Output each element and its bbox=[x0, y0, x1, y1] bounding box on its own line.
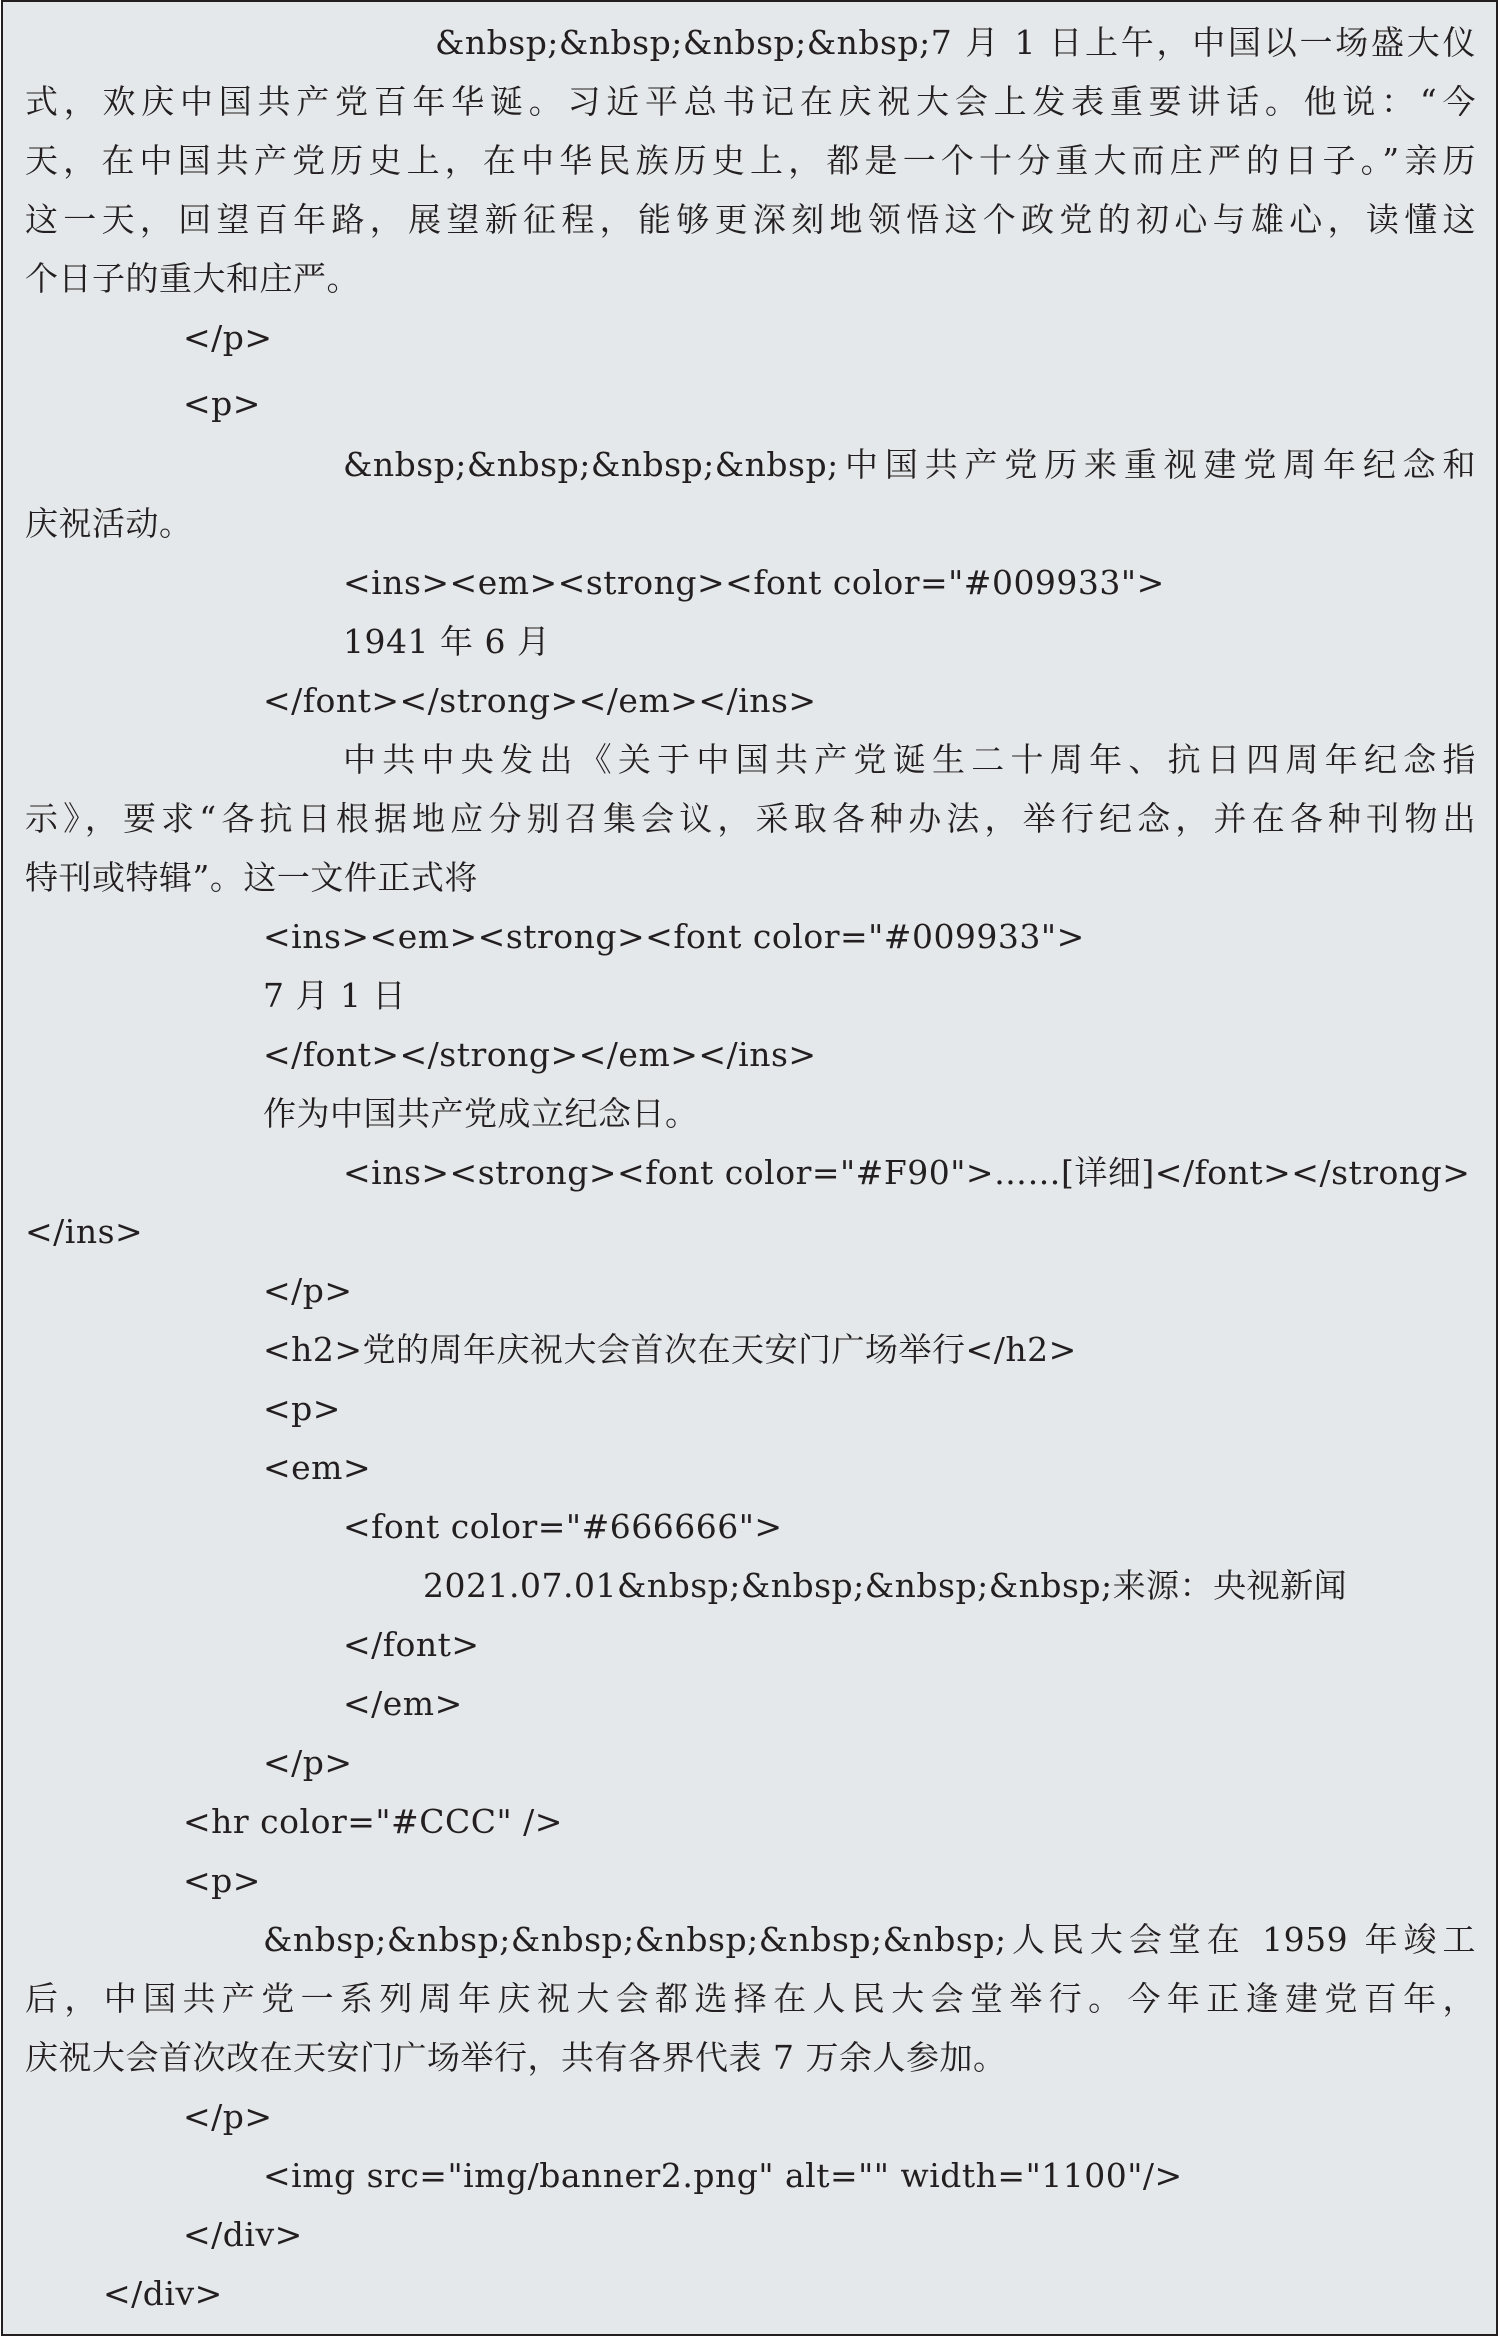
code-line: 天，在中国共产党历史上，在中华民族历史上，都是一个十分重大而庄严的日子。”亲历 bbox=[25, 141, 1476, 180]
code-line: <ins><em><strong><font color="#009933"> bbox=[263, 917, 1085, 956]
code-line: <p> bbox=[183, 1861, 261, 1900]
code-line: <font color="#666666"> bbox=[343, 1507, 783, 1546]
code-line: &nbsp;&nbsp;&nbsp;&nbsp;&nbsp;&nbsp;人民大会堂在 1959 年竣工 bbox=[263, 1920, 1476, 1959]
code-line: </p> bbox=[263, 1743, 353, 1782]
code-line: <hr color="#CCC" /> bbox=[183, 1802, 563, 1841]
code-line: 庆祝大会首次改在天安门广场举行，共有各界代表 7 万余人参加。 bbox=[25, 2038, 1007, 2077]
code-line: </div> bbox=[183, 2215, 303, 2254]
code-line: &nbsp;&nbsp;&nbsp;&nbsp;中国共产党历来重视建党周年纪念和 bbox=[343, 445, 1476, 484]
code-line: <h2>党的周年庆祝大会首次在天安门广场举行</h2> bbox=[263, 1330, 1077, 1369]
code-line: 庆祝活动。 bbox=[25, 504, 193, 543]
code-line: </font> bbox=[343, 1625, 480, 1664]
code-line: <img src="img/banner2.png" alt="" width="1100"/> bbox=[263, 2156, 1183, 2195]
code-line: </p> bbox=[183, 2097, 273, 2136]
code-line: <em> bbox=[263, 1448, 372, 1487]
code-line: 中共中央发出《关于中国共产党诞生二十周年、抗日四周年纪念指 bbox=[343, 740, 1476, 779]
code-line: 式，欢庆中国共产党百年华诞。习近平总书记在庆祝大会上发表重要讲话。他说：“今 bbox=[25, 82, 1476, 121]
code-line: 示》，要求“各抗日根据地应分别召集会议，采取各种办法，举行纪念，并在各种刊物出 bbox=[25, 799, 1476, 838]
code-line: 1941 年 6 月 bbox=[343, 622, 551, 661]
code-line: </em> bbox=[343, 1684, 463, 1723]
code-line: 7 月 1 日 bbox=[263, 976, 406, 1015]
code-line: 这一天，回望百年路，展望新征程，能够更深刻地领悟这个政党的初心与雄心，读懂这 bbox=[25, 200, 1476, 239]
code-line: 2021.07.01&nbsp;&nbsp;&nbsp;&nbsp;来源：央视新闻 bbox=[423, 1566, 1348, 1605]
code-listing-box bbox=[1, 0, 1498, 2336]
code-line: 个日子的重大和庄严。 bbox=[25, 259, 360, 298]
code-line: <p> bbox=[263, 1389, 341, 1428]
code-line: <ins><em><strong><font color="#009933"> bbox=[343, 563, 1165, 602]
code-line: </div> bbox=[103, 2274, 223, 2313]
code-line: </ins> bbox=[25, 1212, 144, 1251]
code-line: </p> bbox=[263, 1271, 353, 1310]
code-line: 特刊或特辑”。这一文件正式将 bbox=[25, 858, 478, 897]
code-line: </font></strong></em></ins> bbox=[263, 1035, 817, 1074]
code-line: <p> bbox=[183, 384, 261, 423]
code-line: </p> bbox=[183, 318, 273, 357]
code-line: &nbsp;&nbsp;&nbsp;&nbsp;7 月 1 日上午，中国以一场盛大仪 bbox=[435, 23, 1476, 62]
code-line: 作为中国共产党成立纪念日。 bbox=[263, 1094, 699, 1133]
code-line: 后，中国共产党一系列周年庆祝大会都选择在人民大会堂举行。今年正逢建党百年， bbox=[25, 1979, 1476, 2018]
code-line: </font></strong></em></ins> bbox=[263, 681, 817, 720]
code-line: <ins><strong><font color="#F90">……[详细]</font></strong> bbox=[343, 1153, 1471, 1192]
